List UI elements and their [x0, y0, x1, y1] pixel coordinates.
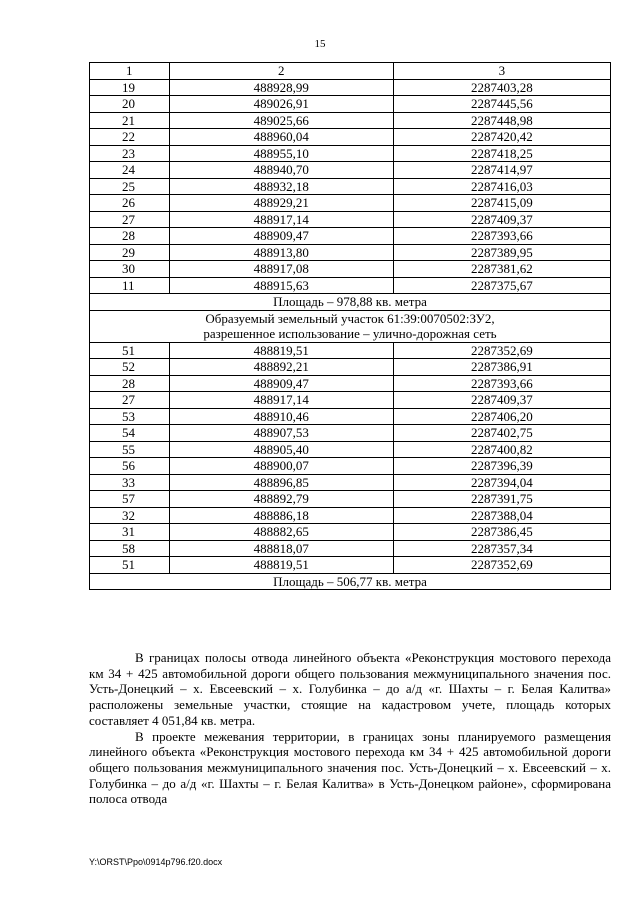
coord-x: 488886,18 [169, 507, 393, 524]
column-header-2: 2 [169, 63, 393, 80]
coord-y: 2287352,69 [393, 557, 610, 574]
table-row [90, 441, 611, 458]
coord-x: 488909,47 [169, 228, 393, 245]
point-number: 51 [90, 557, 170, 574]
table-row [90, 359, 611, 376]
coord-x: 488907,53 [169, 425, 393, 442]
coord-y: 2287415,09 [393, 195, 610, 212]
point-number: 19 [90, 79, 170, 96]
point-number: 33 [90, 474, 170, 491]
coord-x: 488932,18 [169, 178, 393, 195]
paragraph-2: В проекте межевания территории, в границах зоны планируемого размещения линейного объекта «Реконструкция мостового перехода км 34 + 425 автомобильной дороги общего пользования межмуниципального значения пос. Усть-Донецкий – х. Евсеевский – х. Голубинка – до а/д «г. Шахты – г. Белая Калитва» в Усть-Донецком районе», сформирована полоса отвода [89, 728, 611, 807]
coord-x: 488892,79 [169, 491, 393, 508]
table-row [90, 524, 611, 541]
parcel-title-line-2: разрешенное использование – улично-дорожная сеть [203, 326, 497, 341]
coord-y: 2287409,37 [393, 392, 610, 409]
coord-x: 488917,14 [169, 211, 393, 228]
coord-x: 489025,66 [169, 112, 393, 129]
point-number: 20 [90, 96, 170, 113]
coord-x: 488960,04 [169, 129, 393, 146]
point-number: 32 [90, 507, 170, 524]
point-number: 56 [90, 458, 170, 475]
point-number: 22 [90, 129, 170, 146]
coord-x: 488909,47 [169, 375, 393, 392]
point-number: 57 [90, 491, 170, 508]
coord-x: 488896,85 [169, 474, 393, 491]
body-text [89, 650, 611, 807]
coord-x: 489026,91 [169, 96, 393, 113]
point-number: 24 [90, 162, 170, 179]
point-number: 51 [90, 342, 170, 359]
area-row-2 [90, 573, 611, 590]
coord-y: 2287394,04 [393, 474, 610, 491]
coord-x: 488915,63 [169, 277, 393, 294]
point-number: 28 [90, 228, 170, 245]
coord-x: 488955,10 [169, 145, 393, 162]
coord-x: 488913,80 [169, 244, 393, 261]
coord-x: 488819,51 [169, 342, 393, 359]
parcel-title [90, 310, 611, 342]
area-row-1-text: Площадь – 978,88 кв. метра [90, 294, 611, 311]
coord-y: 2287400,82 [393, 441, 610, 458]
coord-y: 2287393,66 [393, 375, 610, 392]
parcel-title-line-1: Образуемый земельный участок 61:39:0070502:ЗУ2, [205, 310, 495, 326]
coord-x: 488892,21 [169, 359, 393, 376]
coord-y: 2287409,37 [393, 211, 610, 228]
coord-y: 2287393,66 [393, 228, 610, 245]
point-number: 52 [90, 359, 170, 376]
coord-y: 2287445,56 [393, 96, 610, 113]
coord-y: 2287420,42 [393, 129, 610, 146]
point-number: 23 [90, 145, 170, 162]
coordinates-table [89, 62, 611, 590]
coord-x: 488940,70 [169, 162, 393, 179]
table-row [90, 557, 611, 574]
footer-file-path: Y:\ORST\Ppo\0914p796.f20.docx [89, 857, 223, 867]
table-row [90, 261, 611, 278]
coord-x: 488929,21 [169, 195, 393, 212]
page-number: 15 [314, 38, 326, 50]
table-row [90, 540, 611, 557]
table-row [90, 474, 611, 491]
point-number: 55 [90, 441, 170, 458]
coord-y: 2287414,97 [393, 162, 610, 179]
point-number: 26 [90, 195, 170, 212]
table-row [90, 392, 611, 409]
point-number: 31 [90, 524, 170, 541]
table-row [90, 96, 611, 113]
table-row [90, 228, 611, 245]
coord-y: 2287402,75 [393, 425, 610, 442]
coord-x: 488917,14 [169, 392, 393, 409]
area-row-1 [90, 294, 611, 311]
column-header-1: 1 [90, 63, 170, 80]
coord-y: 2287386,45 [393, 524, 610, 541]
table-row [90, 342, 611, 359]
coord-x: 488819,51 [169, 557, 393, 574]
coord-y: 2287388,04 [393, 507, 610, 524]
coord-y: 2287396,39 [393, 458, 610, 475]
point-number: 27 [90, 392, 170, 409]
coord-x: 488882,65 [169, 524, 393, 541]
column-header-3: 3 [393, 63, 610, 80]
coord-y: 2287406,20 [393, 408, 610, 425]
table-row [90, 375, 611, 392]
coord-x: 488928,99 [169, 79, 393, 96]
paragraph-1: В границах полосы отвода линейного объекта «Реконструкция мостового перехода км 34 + 425 автомобильной дороги общего пользования межмуниципального значения пос. Усть-Донецкий – х. Евсеевский – х. Голубинка – до а/д «г. Шахты – г. Белая Калитва» расположены земельные участки, стоящие на кадастровом учете, площадь которых составляет 4 051,84 кв. метра. [89, 650, 611, 728]
point-number: 53 [90, 408, 170, 425]
point-number: 28 [90, 375, 170, 392]
coord-x: 488917,08 [169, 261, 393, 278]
table-row [90, 162, 611, 179]
area-row-2-text: Площадь – 506,77 кв. метра [90, 573, 611, 590]
point-number: 27 [90, 211, 170, 228]
table-row [90, 178, 611, 195]
coord-y: 2287389,95 [393, 244, 610, 261]
table-row [90, 408, 611, 425]
table-row [90, 507, 611, 524]
coord-y: 2287381,62 [393, 261, 610, 278]
table-row [90, 129, 611, 146]
coord-y: 2287357,34 [393, 540, 610, 557]
table-row [90, 425, 611, 442]
coord-y: 2287416,03 [393, 178, 610, 195]
table-row [90, 211, 611, 228]
table-row [90, 145, 611, 162]
coord-x: 488905,40 [169, 441, 393, 458]
point-number: 58 [90, 540, 170, 557]
table-row [90, 79, 611, 96]
table-row [90, 458, 611, 475]
coord-y: 2287418,25 [393, 145, 610, 162]
coord-y: 2287391,75 [393, 491, 610, 508]
table-row [90, 195, 611, 212]
point-number: 25 [90, 178, 170, 195]
coord-y: 2287403,28 [393, 79, 610, 96]
point-number: 30 [90, 261, 170, 278]
point-number: 54 [90, 425, 170, 442]
table-row [90, 244, 611, 261]
coord-y: 2287352,69 [393, 342, 610, 359]
coord-x: 488818,07 [169, 540, 393, 557]
table-row [90, 277, 611, 294]
table-row [90, 112, 611, 129]
point-number: 11 [90, 277, 170, 294]
table-row [90, 491, 611, 508]
table-header-row [90, 63, 611, 80]
coord-y: 2287375,67 [393, 277, 610, 294]
point-number: 29 [90, 244, 170, 261]
coord-y: 2287386,91 [393, 359, 610, 376]
parcel-title-row [90, 310, 611, 342]
coord-y: 2287448,98 [393, 112, 610, 129]
point-number: 21 [90, 112, 170, 129]
coord-x: 488910,46 [169, 408, 393, 425]
coord-x: 488900,07 [169, 458, 393, 475]
